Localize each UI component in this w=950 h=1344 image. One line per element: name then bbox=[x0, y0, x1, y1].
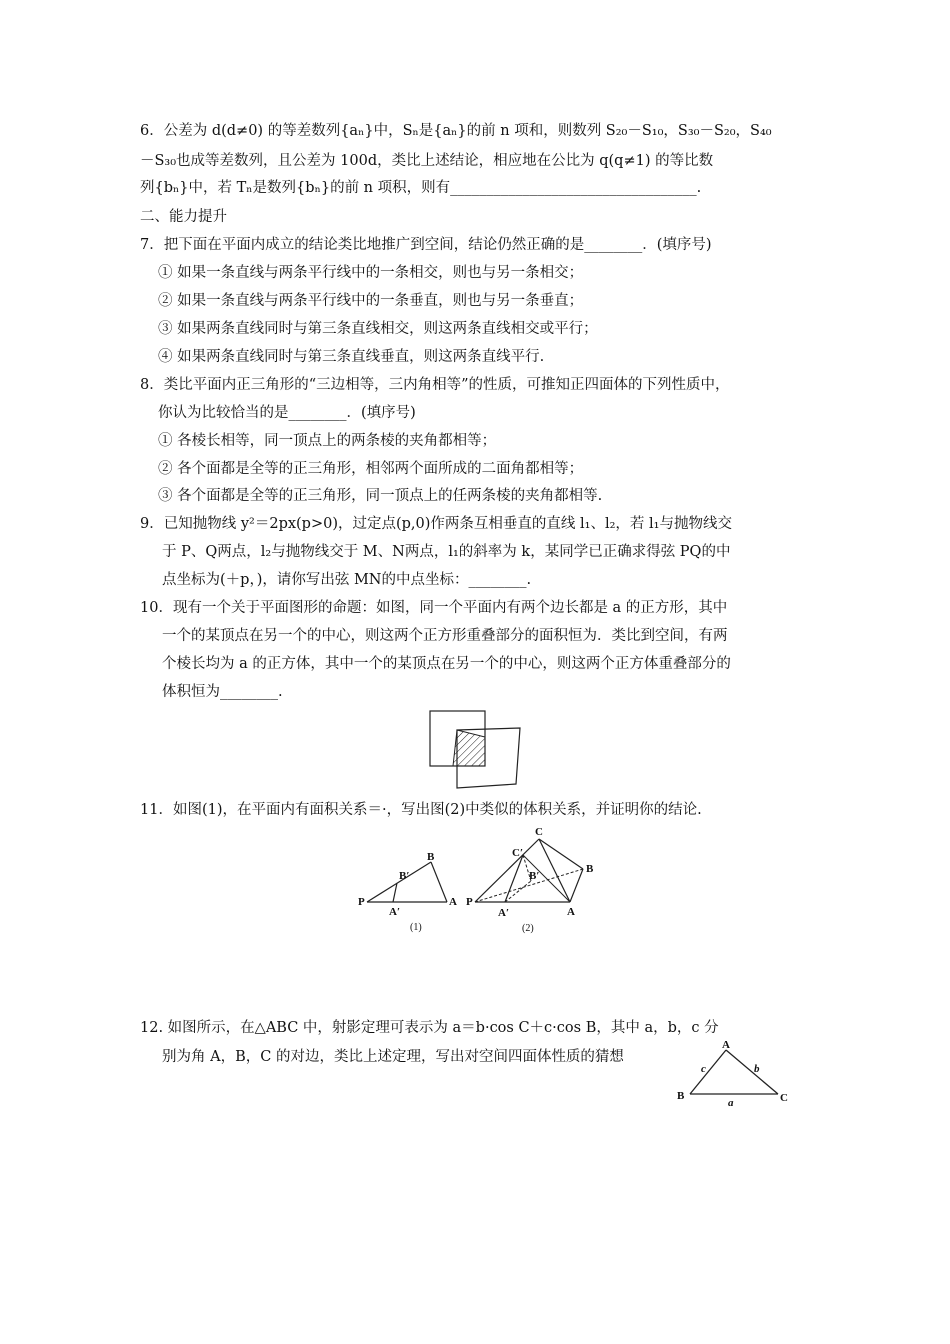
figure-2-caption: (2) bbox=[522, 923, 534, 934]
q6-line-2: －S₃₀也成等差数列，且公差为 100d，类比上述结论，相应地在公比为 q(q≠1) 的等比数 bbox=[140, 153, 714, 169]
q10-line-2: 一个的某顶点在另一个的中心，则这两个正方形重叠部分的面积恒为．类比到空间，有两 bbox=[162, 628, 728, 644]
label-C-prime: C′ bbox=[512, 847, 524, 859]
label-P: P bbox=[466, 896, 473, 908]
q7-option-4: ④ 如果两条直线同时与第三条直线垂直，则这两条直线平行. bbox=[158, 349, 545, 365]
section-heading: 二、能力提升 bbox=[140, 209, 227, 225]
q7-option-1: ① 如果一条直线与两条平行线中的一条相交，则也与另一条相交； bbox=[158, 265, 584, 281]
label-B: B bbox=[427, 851, 435, 863]
label-A: A bbox=[567, 906, 575, 918]
label-C: C bbox=[535, 826, 543, 838]
side-a: a bbox=[728, 1097, 734, 1109]
label-A: A bbox=[449, 896, 457, 908]
q10-line-3: 个棱长均为 a 的正方体，其中一个的某顶点在另一个的中心，则这两个正方体重叠部分的 bbox=[162, 656, 731, 672]
q8-option-2: ② 各个面都是全等的正三角形，相邻两个面所成的二面角都相等； bbox=[158, 461, 584, 477]
q12-line-1: 12. 如图所示，在△ABC 中，射影定理可表示为 a＝b·cos C＋c·cos B，其中 a，b，c 分 bbox=[140, 1020, 719, 1036]
label-P: P bbox=[358, 896, 365, 908]
q8-line-2: 你认为比较恰当的是________．(填序号) bbox=[158, 405, 416, 421]
triangle-figure-1 bbox=[355, 848, 465, 938]
q10-line-1: 10．现有一个关于平面图形的命题：如图，同一个平面内有两个边长都是 a 的正方形，其中 bbox=[140, 600, 728, 616]
side-b: b bbox=[754, 1063, 760, 1075]
label-B: B bbox=[677, 1090, 685, 1102]
triangle-abc-figure bbox=[672, 1038, 797, 1110]
q11-line-1: 11．如图(1)，在平面内有面积关系＝·，写出图(2)中类似的体积关系，并证明你的结论. bbox=[140, 802, 702, 818]
q6-line-1: 6．公差为 d(d≠0) 的等差数列{aₙ}中，Sₙ是{aₙ}的前 n 项和，则数列 S₂₀－S₁₀，S₃₀－S₂₀，S₄₀ bbox=[140, 123, 772, 139]
q8-option-3: ③ 各个面都是全等的正三角形，同一顶点上的任两条棱的夹角都相等. bbox=[158, 488, 603, 504]
q7-stem: 7．把下面在平面内成立的结论类比地推广到空间，结论仍然正确的是________．(填序号) bbox=[140, 237, 712, 253]
overlapping-squares-figure bbox=[425, 706, 525, 790]
q12-line-2: 别为角 A，B，C 的对边，类比上述定理，写出对空间四面体性质的猜想 bbox=[162, 1049, 624, 1065]
figure-1-caption: (1) bbox=[410, 922, 422, 933]
side-c: c bbox=[701, 1063, 706, 1075]
label-C: C bbox=[780, 1092, 788, 1104]
q7-option-3: ③ 如果两条直线同时与第三条直线相交，则这两条直线相交或平行； bbox=[158, 321, 598, 337]
label-B: B bbox=[586, 863, 594, 875]
label-B-prime: B′ bbox=[399, 870, 410, 882]
q9-line-1: 9．已知抛物线 y²＝2px(p>0)，过定点(p,0)作两条互相垂直的直线 l₁、l₂，若 l₁与抛物线交 bbox=[140, 516, 732, 532]
tetrahedron-figure-2 bbox=[465, 825, 605, 940]
q8-line-1: 8．类比平面内正三角形的“三边相等，三内角相等”的性质，可推知正四面体的下列性质中， bbox=[140, 377, 730, 393]
q9-line-2: 于 P、Q两点，l₂与抛物线交于 M、N两点，l₁的斜率为 k，某同学已正确求得弦 PQ的中 bbox=[162, 544, 731, 560]
q8-option-1: ① 各棱长相等，同一顶点上的两条棱的夹角都相等； bbox=[158, 433, 497, 449]
q9-line-3: 点坐标为(＋p，)，请你写出弦 MN的中点坐标：________. bbox=[162, 572, 532, 588]
q6-line-3: 列{bₙ}中，若 Tₙ是数列{bₙ}的前 n 项积，则有__________________________________. bbox=[140, 180, 702, 196]
label-A-prime: A′ bbox=[389, 906, 401, 918]
label-A: A bbox=[722, 1039, 730, 1051]
label-A-prime: A′ bbox=[498, 907, 510, 919]
label-B-prime: B′ bbox=[529, 870, 540, 882]
q10-line-4: 体积恒为________. bbox=[162, 684, 283, 700]
q7-option-2: ② 如果一条直线与两条平行线中的一条垂直，则也与另一条垂直； bbox=[158, 293, 584, 309]
